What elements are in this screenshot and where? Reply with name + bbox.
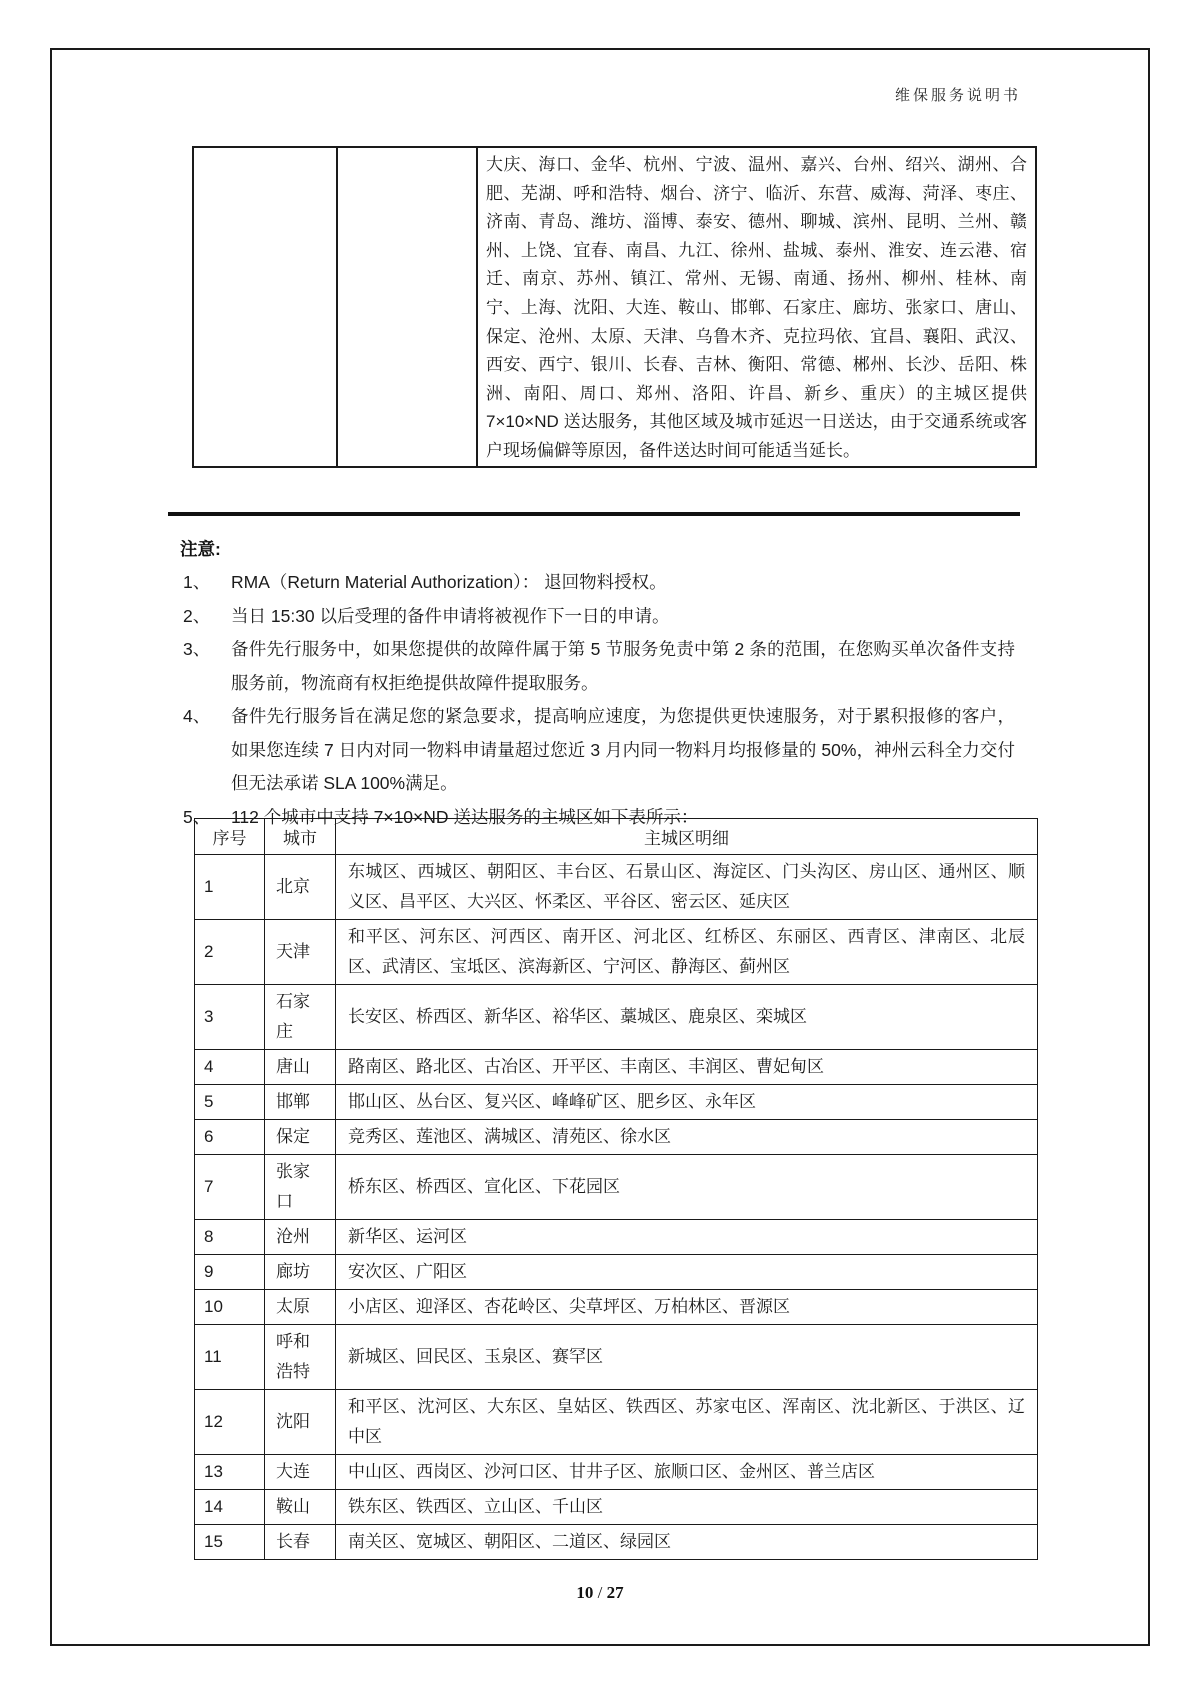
row-number-cell: 14	[195, 1490, 265, 1525]
row-number-cell: 3	[195, 985, 265, 1050]
note-item	[183, 700, 1015, 801]
note-item	[183, 566, 1015, 600]
section-divider-rule	[168, 512, 1020, 516]
city-cell: 北京	[265, 855, 336, 920]
city-table-row	[195, 1325, 1038, 1390]
note-text: 备件先行服务中，如果您提供的故障件属于第 5 节服务免责中第 2 条的范围，在您购买单次备件支持服务前，物流商有权拒绝提供故障件提取服务。	[231, 639, 1015, 693]
city-table-row	[195, 920, 1038, 985]
note-text: 112 个城市中支持 7×10×ND 送达服务的主城区如下表所示：	[231, 806, 699, 827]
city-table-row	[195, 1220, 1038, 1255]
notes-list	[183, 566, 1015, 834]
header-no: 序号	[195, 819, 265, 855]
districts-cell: 和平区、沈河区、大东区、皇姑区、铁西区、苏家屯区、浑南区、沈北新区、于洪区、辽中区	[336, 1390, 1038, 1455]
note-number: 5、	[183, 806, 211, 827]
districts-cell: 邯山区、丛台区、复兴区、峰峰矿区、肥乡区、永年区	[336, 1085, 1038, 1120]
city-table-row	[195, 1455, 1038, 1490]
notes-heading: 注意:	[180, 539, 221, 559]
city-cell: 呼和浩特	[265, 1325, 336, 1390]
city-cell: 石家庄	[265, 985, 336, 1050]
city-table-row	[195, 1155, 1038, 1220]
note-number: 4、	[183, 706, 211, 726]
districts-cell: 竞秀区、莲池区、满城区、清苑区、徐水区	[336, 1120, 1038, 1155]
city-cell: 长春	[265, 1525, 336, 1560]
city-table-row	[195, 855, 1038, 920]
footer-current-page: 10	[576, 1583, 594, 1602]
city-cell: 邯郸	[265, 1085, 336, 1120]
delivery-continuation-table	[192, 146, 1037, 468]
city-districts-table	[194, 818, 1038, 1560]
note-number: 3、	[183, 639, 211, 659]
note-item	[183, 633, 1015, 700]
row-number-cell: 9	[195, 1255, 265, 1290]
city-cell: 张家口	[265, 1155, 336, 1220]
page-footer	[0, 1583, 1200, 1603]
city-cell: 大连	[265, 1455, 336, 1490]
city-cell: 太原	[265, 1290, 336, 1325]
districts-cell: 铁东区、铁西区、立山区、千山区	[336, 1490, 1038, 1525]
row-number-cell: 4	[195, 1050, 265, 1085]
districts-cell: 新城区、回民区、玉泉区、赛罕区	[336, 1325, 1038, 1390]
city-table-row	[195, 1525, 1038, 1560]
city-cell: 天津	[265, 920, 336, 985]
districts-cell: 东城区、西城区、朝阳区、丰台区、石景山区、海淀区、门头沟区、房山区、通州区、顺义区、昌平区、大兴区、怀柔区、平谷区、密云区、延庆区	[336, 855, 1038, 920]
note-text: 备件先行服务旨在满足您的紧急要求，提高响应速度，为您提供更快速服务，对于累积报修的客户，如果您连续 7 日内对同一物料申请量超过您近 3 月内同一物料月均报修量的 50%，神州云科全力交付但无法承诺 SLA 100%满足。	[231, 706, 1015, 793]
city-table-row	[195, 1050, 1038, 1085]
row-number-cell: 13	[195, 1455, 265, 1490]
districts-cell: 中山区、西岗区、沙河口区、甘井子区、旅顺口区、金州区、普兰店区	[336, 1455, 1038, 1490]
row-number-cell: 6	[195, 1120, 265, 1155]
city-cell: 沧州	[265, 1220, 336, 1255]
districts-cell: 路南区、路北区、古冶区、开平区、丰南区、丰润区、曹妃甸区	[336, 1050, 1038, 1085]
header-districts: 主城区明细	[336, 819, 1038, 855]
empty-cell-2	[337, 147, 477, 467]
city-cell: 鞍山	[265, 1490, 336, 1525]
note-text: 当日 15:30 以后受理的备件申请将被视作下一日的申请。	[231, 605, 670, 626]
city-table-body	[195, 855, 1038, 1560]
districts-cell: 安次区、广阳区	[336, 1255, 1038, 1290]
districts-cell: 桥东区、桥西区、宣化区、下花园区	[336, 1155, 1038, 1220]
city-table-row	[195, 1290, 1038, 1325]
footer-total-pages: 27	[606, 1583, 624, 1602]
note-number: 1、	[183, 572, 211, 592]
row-number-cell: 12	[195, 1390, 265, 1455]
city-table-row	[195, 1255, 1038, 1290]
row-number-cell: 11	[195, 1325, 265, 1390]
note-item	[183, 600, 1015, 634]
row-number-cell: 8	[195, 1220, 265, 1255]
city-table-row	[195, 1120, 1038, 1155]
document-header-title: 维保服务说明书	[894, 87, 1021, 104]
city-cell: 保定	[265, 1120, 336, 1155]
header-city: 城市	[265, 819, 336, 855]
row-number-cell: 15	[195, 1525, 265, 1560]
row-number-cell: 2	[195, 920, 265, 985]
districts-cell: 和平区、河东区、河西区、南开区、河北区、红桥区、东丽区、西青区、津南区、北辰区、武清区、宝坻区、滨海新区、宁河区、静海区、蓟州区	[336, 920, 1038, 985]
note-text: RMA（Return Material Authorization）： 退回物料授权。	[231, 572, 667, 592]
city-table-row	[195, 1490, 1038, 1525]
city-table-row	[195, 985, 1038, 1050]
city-table-row	[195, 1085, 1038, 1120]
table-row	[193, 147, 1036, 467]
city-cell: 廊坊	[265, 1255, 336, 1290]
districts-cell: 长安区、桥西区、新华区、裕华区、藁城区、鹿泉区、栾城区	[336, 985, 1038, 1050]
table-header-row	[195, 819, 1038, 855]
districts-cell: 新华区、运河区	[336, 1220, 1038, 1255]
empty-cell-1	[193, 147, 337, 467]
districts-cell: 南关区、宽城区、朝阳区、二道区、绿园区	[336, 1525, 1038, 1560]
districts-cell: 小店区、迎泽区、杏花岭区、尖草坪区、万柏林区、晋源区	[336, 1290, 1038, 1325]
city-table-row	[195, 1390, 1038, 1455]
row-number-cell: 10	[195, 1290, 265, 1325]
note-number: 2、	[183, 605, 211, 626]
row-number-cell: 1	[195, 855, 265, 920]
delivery-cities-cell: 大庆、海口、金华、杭州、宁波、温州、嘉兴、台州、绍兴、湖州、合肥、芜湖、呼和浩特、烟台、济宁、临沂、东营、威海、菏泽、枣庄、济南、青岛、潍坊、淄博、泰安、德州、聊城、滨州、昆明、兰州、赣州、上饶、宜春、南昌、九江、徐州、盐城、泰州、淮安、连云港、宿迁、南京、苏州、镇江、常州、无锡、南通、扬州、柳州、桂林、南宁、上海、沈阳、大连、鞍山、邯郸、石家庄、廊坊、张家口、唐山、保定、沧州、太原、天津、乌鲁木齐、克拉玛依、宜昌、襄阳、武汉、西安、西宁、银川、长春、吉林、衡阳、常德、郴州、长沙、岳阳、株洲、南阳、周口、郑州、洛阳、许昌、新乡、重庆）的主城区提供 7×10×ND 送达服务，其他区域及城市延迟一日送达，由于交通系统或客户现场偏僻等原因，备件送达时间可能适当延长。	[477, 147, 1036, 467]
footer-separator: /	[597, 1583, 603, 1602]
city-cell: 沈阳	[265, 1390, 336, 1455]
city-cell: 唐山	[265, 1050, 336, 1085]
row-number-cell: 7	[195, 1155, 265, 1220]
row-number-cell: 5	[195, 1085, 265, 1120]
